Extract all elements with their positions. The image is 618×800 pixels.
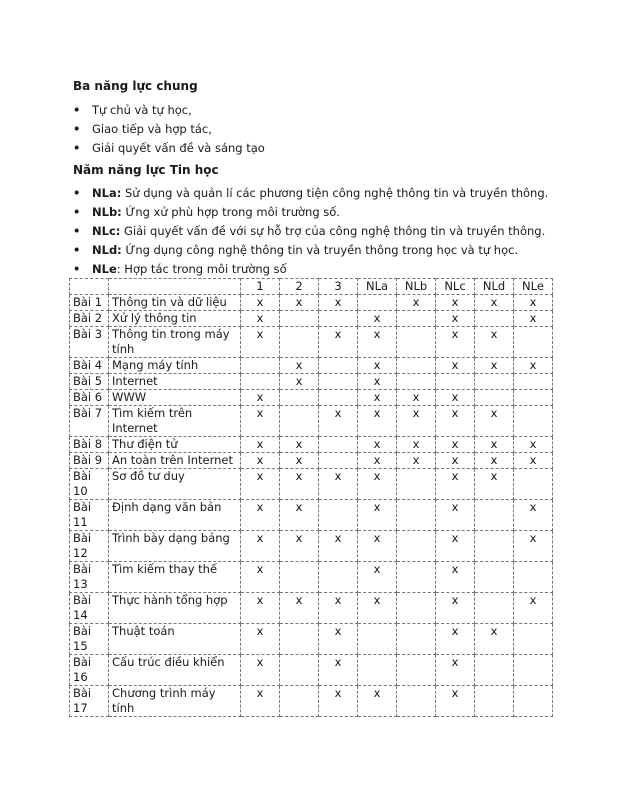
mark-cell	[475, 390, 514, 406]
mark-cell: x	[436, 437, 475, 453]
lesson-cell: Bài 14	[70, 593, 109, 624]
lesson-cell: Bài 6	[70, 390, 109, 406]
mark-cell	[475, 531, 514, 562]
list-item	[73, 121, 265, 140]
lesson-cell: Bài 2	[70, 311, 109, 327]
mark-cell	[397, 327, 436, 358]
mark-cell	[514, 624, 553, 655]
mark-cell: x	[475, 295, 514, 311]
mark-cell: x	[475, 469, 514, 500]
lesson-title-cell: Thư điện tử	[109, 437, 241, 453]
mark-cell: x	[319, 327, 358, 358]
column-header: NLa	[358, 279, 397, 295]
lesson-title-cell: An toàn trên Internet	[109, 453, 241, 469]
competency-description: Sử dụng và quản lí các phương tiện công nghệ thông tin và truyền thông.	[121, 186, 549, 200]
list-item-text: Tự chủ và tự học,	[92, 103, 192, 117]
mark-cell: x	[319, 295, 358, 311]
lesson-title-cell: Thực hành tổng hợp	[109, 593, 241, 624]
mark-cell	[280, 686, 319, 717]
mark-cell: x	[358, 686, 397, 717]
mark-cell: x	[241, 295, 280, 311]
column-header: 1	[241, 279, 280, 295]
list-item	[73, 102, 265, 121]
mark-cell: x	[241, 624, 280, 655]
table-row	[70, 562, 553, 593]
lesson-cell: Bài 12	[70, 531, 109, 562]
mark-cell	[475, 593, 514, 624]
list-item	[73, 242, 548, 261]
mark-cell	[475, 500, 514, 531]
mark-cell: x	[241, 531, 280, 562]
mark-cell: x	[241, 655, 280, 686]
mark-cell	[397, 358, 436, 374]
mark-cell: x	[475, 624, 514, 655]
mark-cell: x	[397, 453, 436, 469]
mark-cell: x	[397, 390, 436, 406]
table-row	[70, 295, 553, 311]
mark-cell	[280, 327, 319, 358]
lesson-title-cell: Định dạng văn bản	[109, 500, 241, 531]
column-header: NLc	[436, 279, 475, 295]
mark-cell	[358, 295, 397, 311]
mark-cell	[397, 469, 436, 500]
mark-cell: x	[241, 593, 280, 624]
mark-cell	[514, 469, 553, 500]
mark-cell	[397, 655, 436, 686]
mark-cell	[514, 374, 553, 390]
mark-cell: x	[475, 358, 514, 374]
mark-cell: x	[241, 562, 280, 593]
mark-cell	[397, 500, 436, 531]
lesson-title-cell: Sơ đồ tư duy	[109, 469, 241, 500]
mark-cell: x	[280, 295, 319, 311]
list-item-text: Giao tiếp và hợp tác,	[92, 122, 212, 136]
mark-cell	[397, 686, 436, 717]
mark-cell: x	[436, 624, 475, 655]
list-item	[73, 185, 548, 204]
lesson-title-cell: Trình bày dạng bảng	[109, 531, 241, 562]
mark-cell: x	[514, 437, 553, 453]
lesson-cell: Bài 8	[70, 437, 109, 453]
mark-cell: x	[436, 358, 475, 374]
mark-cell	[280, 406, 319, 437]
mark-cell: x	[358, 453, 397, 469]
mark-cell: x	[358, 327, 397, 358]
mark-cell: x	[241, 437, 280, 453]
mark-cell: x	[514, 358, 553, 374]
lesson-title-cell: Cấu trúc điều khiển	[109, 655, 241, 686]
lesson-title-cell: Tìm kiếm trên Internet	[109, 406, 241, 437]
mark-cell	[397, 531, 436, 562]
mark-cell	[514, 686, 553, 717]
mark-cell: x	[280, 374, 319, 390]
mark-cell: x	[397, 437, 436, 453]
lesson-title-cell: Internet	[109, 374, 241, 390]
mark-cell	[397, 624, 436, 655]
mark-cell	[319, 374, 358, 390]
lesson-cell: Bài 1	[70, 295, 109, 311]
general-competencies-heading: Ba năng lực chung	[73, 79, 198, 93]
mark-cell: x	[241, 469, 280, 500]
mark-cell: x	[280, 358, 319, 374]
competency-code: NLd:	[92, 243, 122, 257]
mark-cell: x	[241, 453, 280, 469]
mark-cell: x	[280, 453, 319, 469]
table-row	[70, 406, 553, 437]
column-header	[70, 279, 109, 295]
mark-cell	[397, 374, 436, 390]
mark-cell: x	[241, 500, 280, 531]
mark-cell	[280, 311, 319, 327]
mark-cell: x	[436, 686, 475, 717]
mark-cell: x	[436, 406, 475, 437]
table-row	[70, 453, 553, 469]
lesson-cell: Bài 17	[70, 686, 109, 717]
mark-cell	[319, 453, 358, 469]
mark-cell: x	[436, 311, 475, 327]
mark-cell: x	[358, 390, 397, 406]
bullet-icon: •	[73, 243, 81, 257]
mark-cell: x	[397, 295, 436, 311]
mark-cell: x	[436, 531, 475, 562]
mark-cell: x	[280, 531, 319, 562]
lesson-cell: Bài 4	[70, 358, 109, 374]
column-header: NLe	[514, 279, 553, 295]
mark-cell	[358, 624, 397, 655]
competency-code: NLc:	[92, 224, 121, 238]
mark-cell: x	[241, 311, 280, 327]
bullet-icon: •	[73, 122, 81, 136]
lesson-title-cell: Xử lý thông tin	[109, 311, 241, 327]
mark-cell: x	[436, 655, 475, 686]
mark-cell: x	[358, 374, 397, 390]
mark-cell: x	[358, 437, 397, 453]
mark-cell: x	[436, 562, 475, 593]
mark-cell: x	[319, 406, 358, 437]
table-row	[70, 655, 553, 686]
mark-cell: x	[358, 469, 397, 500]
table-row	[70, 311, 553, 327]
mark-cell	[475, 374, 514, 390]
mark-cell	[319, 500, 358, 531]
list-item-text: Giải quyết vấn đề và sáng tạo	[92, 141, 265, 155]
mark-cell	[397, 593, 436, 624]
lesson-cell: Bài 16	[70, 655, 109, 686]
mark-cell: x	[514, 593, 553, 624]
lesson-title-cell: Thông tin và dữ liệu	[109, 295, 241, 311]
table-row	[70, 500, 553, 531]
mark-cell: x	[475, 406, 514, 437]
mark-cell: x	[436, 327, 475, 358]
mark-cell	[514, 390, 553, 406]
bullet-icon: •	[73, 224, 81, 238]
mark-cell: x	[436, 295, 475, 311]
mark-cell: x	[397, 406, 436, 437]
lesson-cell: Bài 9	[70, 453, 109, 469]
mark-cell	[514, 327, 553, 358]
mark-cell: x	[436, 390, 475, 406]
mark-cell: x	[319, 686, 358, 717]
mark-cell: x	[280, 500, 319, 531]
competency-code: NLb:	[92, 205, 122, 219]
mark-cell: x	[280, 593, 319, 624]
mark-cell: x	[436, 593, 475, 624]
mark-cell	[280, 390, 319, 406]
table-row	[70, 327, 553, 358]
mark-cell: x	[436, 453, 475, 469]
column-header: 3	[319, 279, 358, 295]
lesson-cell: Bài 7	[70, 406, 109, 437]
competency-code: NLe	[92, 262, 117, 276]
mark-cell	[280, 624, 319, 655]
table-row	[70, 374, 553, 390]
mark-cell: x	[475, 453, 514, 469]
informatics-competencies-heading: Năm năng lực Tin học	[73, 163, 219, 177]
mark-cell: x	[358, 562, 397, 593]
mark-cell: x	[514, 531, 553, 562]
mark-cell	[319, 562, 358, 593]
list-item	[73, 204, 548, 223]
mark-cell: x	[358, 406, 397, 437]
mark-cell	[358, 655, 397, 686]
mark-cell	[397, 311, 436, 327]
lesson-cell: Bài 15	[70, 624, 109, 655]
mark-cell: x	[319, 624, 358, 655]
lesson-cell: Bài 5	[70, 374, 109, 390]
mark-cell: x	[358, 531, 397, 562]
mark-cell	[475, 655, 514, 686]
mark-cell: x	[280, 469, 319, 500]
mark-cell	[436, 374, 475, 390]
column-header: NLb	[397, 279, 436, 295]
bullet-icon: •	[73, 103, 81, 117]
lesson-cell: Bài 3	[70, 327, 109, 358]
mark-cell	[241, 374, 280, 390]
column-header: 2	[280, 279, 319, 295]
mark-cell: x	[358, 358, 397, 374]
lesson-title-cell: Chương trình máy tính	[109, 686, 241, 717]
list-item	[73, 140, 265, 159]
mark-cell: x	[319, 469, 358, 500]
mark-cell: x	[319, 655, 358, 686]
table-row	[70, 686, 553, 717]
table-row	[70, 531, 553, 562]
mark-cell	[514, 655, 553, 686]
mark-cell: x	[241, 390, 280, 406]
general-competencies-list	[73, 102, 265, 159]
table-row	[70, 390, 553, 406]
mark-cell	[319, 311, 358, 327]
mark-cell: x	[319, 593, 358, 624]
mark-cell: x	[358, 500, 397, 531]
bullet-icon: •	[73, 205, 81, 219]
list-item	[73, 223, 548, 242]
competency-code: NLa:	[92, 186, 122, 200]
mark-cell: x	[514, 500, 553, 531]
mark-cell	[397, 562, 436, 593]
competency-description: : Hợp tác trong môi trường số	[116, 262, 287, 276]
lesson-cell: Bài 10	[70, 469, 109, 500]
lesson-cell: Bài 13	[70, 562, 109, 593]
table-row	[70, 469, 553, 500]
mark-cell	[280, 655, 319, 686]
mark-cell: x	[514, 453, 553, 469]
mark-cell	[280, 562, 319, 593]
mark-cell: x	[436, 500, 475, 531]
table-row	[70, 437, 553, 453]
mark-cell: x	[514, 295, 553, 311]
mark-cell: x	[241, 406, 280, 437]
lesson-title-cell: Tìm kiếm thay thế	[109, 562, 241, 593]
mark-cell: x	[319, 531, 358, 562]
mark-cell	[514, 562, 553, 593]
informatics-competencies-list	[73, 185, 548, 280]
mark-cell: x	[475, 437, 514, 453]
competency-description: Ứng xử phù hợp trong môi trường số.	[121, 205, 340, 219]
column-header	[109, 279, 241, 295]
mark-cell: x	[241, 327, 280, 358]
mark-cell: x	[475, 327, 514, 358]
mark-cell	[319, 390, 358, 406]
lesson-cell: Bài 11	[70, 500, 109, 531]
table-row	[70, 624, 553, 655]
table-row	[70, 593, 553, 624]
lesson-title-cell: WWW	[109, 390, 241, 406]
mark-cell: x	[514, 311, 553, 327]
competency-description: Giải quyết vấn đề với sự hỗ trợ của công nghệ thông tin và truyền thông.	[120, 224, 546, 238]
mark-cell	[475, 562, 514, 593]
table-row	[70, 358, 553, 374]
lesson-title-cell: Thông tin trong máy tính	[109, 327, 241, 358]
bullet-icon: •	[73, 141, 81, 155]
competency-matrix-table	[69, 278, 553, 717]
table-header-row	[70, 279, 553, 295]
mark-cell	[475, 311, 514, 327]
mark-cell	[475, 686, 514, 717]
competency-description: Ứng dụng công nghệ thông tin và truyền thông trong học và tự học.	[121, 243, 519, 257]
mark-cell: x	[241, 686, 280, 717]
lesson-title-cell: Mạng máy tính	[109, 358, 241, 374]
lesson-title-cell: Thuật toán	[109, 624, 241, 655]
mark-cell	[319, 437, 358, 453]
bullet-icon: •	[73, 262, 81, 276]
mark-cell	[241, 358, 280, 374]
mark-cell: x	[436, 469, 475, 500]
bullet-icon: •	[73, 186, 81, 200]
mark-cell: x	[358, 593, 397, 624]
mark-cell	[319, 358, 358, 374]
mark-cell	[514, 406, 553, 437]
mark-cell: x	[280, 437, 319, 453]
column-header: NLd	[475, 279, 514, 295]
mark-cell: x	[358, 311, 397, 327]
